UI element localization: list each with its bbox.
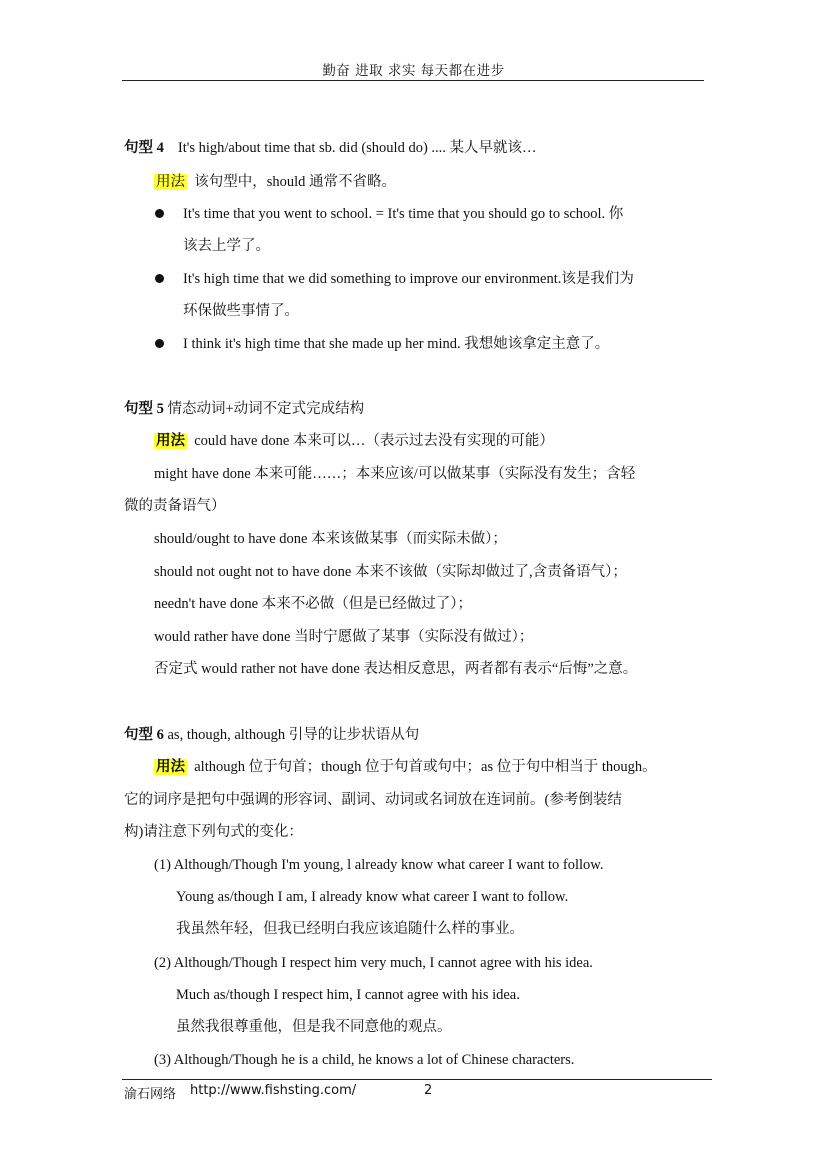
body-line: 构)请注意下列句式的变化： xyxy=(124,824,303,840)
example-line: I think it's high time that she made up her mind. 我想她该拿定主意了。 xyxy=(183,336,610,352)
section-4-usage xyxy=(154,172,396,192)
body-line: 微的责备语气） xyxy=(124,498,226,514)
footer-rule xyxy=(122,1079,712,1080)
usage-text: could have done 本来可以…（表示过去没有实现的可能） xyxy=(194,433,554,449)
example-line: 虽然我很尊重他，但是我不同意他的观点。 xyxy=(176,1019,452,1035)
example-line: It's time that you went to school. = It's time that you should go to school. 你 xyxy=(183,206,624,222)
example-line: Young as/though I am, I already know what career I want to follow. xyxy=(176,889,569,905)
bullet-icon xyxy=(155,339,164,348)
section-5-label: 句型 5 xyxy=(124,401,164,417)
example-line: 我虽然年轻，但我已经明白我应该追随什么样的事业。 xyxy=(176,921,524,937)
example-line: (3) Although/Though he is a child, he knows a lot of Chinese characters. xyxy=(154,1052,575,1068)
section-4-label: 句型 4 xyxy=(124,140,164,156)
body-line: should/ought to have done 本来该做某事（而实际未做）； xyxy=(154,531,507,547)
example-line: Much as/though I respect him, I cannot agree with his idea. xyxy=(176,987,520,1003)
example-line: 环保做些事情了。 xyxy=(183,303,299,319)
body-line: needn't have done 本来不必做（但是已经做过了）； xyxy=(154,596,472,612)
page-number: 2 xyxy=(424,1083,433,1098)
body-line: should not ought not to have done 本来不该做（实际却做过了,含责备语气）； xyxy=(154,564,627,580)
usage-text: although 位于句首；though 位于句首或句中；as 位于句中相当于 though。 xyxy=(194,759,657,775)
section-6-heading xyxy=(124,725,419,745)
example-line: (1) Although/Though I'm young, l already know what career I want to follow. xyxy=(154,857,604,873)
usage-label: 用法 xyxy=(156,433,185,449)
usage-label: 用法 xyxy=(156,174,185,190)
page-header: 勤奋 进取 求实 每天都在进步 xyxy=(322,63,505,79)
section-5-title: 情态动词+动词不定式完成结构 xyxy=(167,401,365,417)
bullet-icon xyxy=(155,209,164,218)
footer-link[interactable]: http://www.fishsting.com/ xyxy=(190,1083,357,1098)
bullet-icon xyxy=(155,274,164,283)
body-line: would rather have done 当时宁愿做了某事（实际没有做过）； xyxy=(154,629,534,645)
section-6-usage xyxy=(154,757,657,777)
footer-site: 渝石网络 xyxy=(124,1087,177,1102)
body-line: 它的词序是把句中强调的形容词、副词、动词或名词放在连词前。(参考倒装结 xyxy=(124,792,622,808)
section-5-heading xyxy=(124,399,364,419)
example-line: 该去上学了。 xyxy=(183,238,270,254)
section-4-heading xyxy=(124,138,537,158)
body-line: 否定式 would rather not have done 表达相反意思，两者都有表示“后悔”之意。 xyxy=(154,661,638,677)
section-6-title: as, though, although 引导的让步状语从句 xyxy=(167,727,420,743)
body-line: might have done 本来可能……；本来应该/可以做某事（实际没有发生；含轻 xyxy=(154,466,636,482)
example-line: It's high time that we did something to improve our environment.该是我们为 xyxy=(183,271,634,287)
section-6-label: 句型 6 xyxy=(124,727,164,743)
section-4-title: It's high/about time that sb. did (should do) .... 某人早就该… xyxy=(177,140,537,156)
header-rule xyxy=(122,80,704,81)
usage-label: 用法 xyxy=(156,759,185,775)
usage-text: 该句型中，should 通常不省略。 xyxy=(194,174,397,190)
section-5-usage xyxy=(154,431,554,451)
example-line: (2) Although/Though I respect him very much, I cannot agree with his idea. xyxy=(154,955,593,971)
